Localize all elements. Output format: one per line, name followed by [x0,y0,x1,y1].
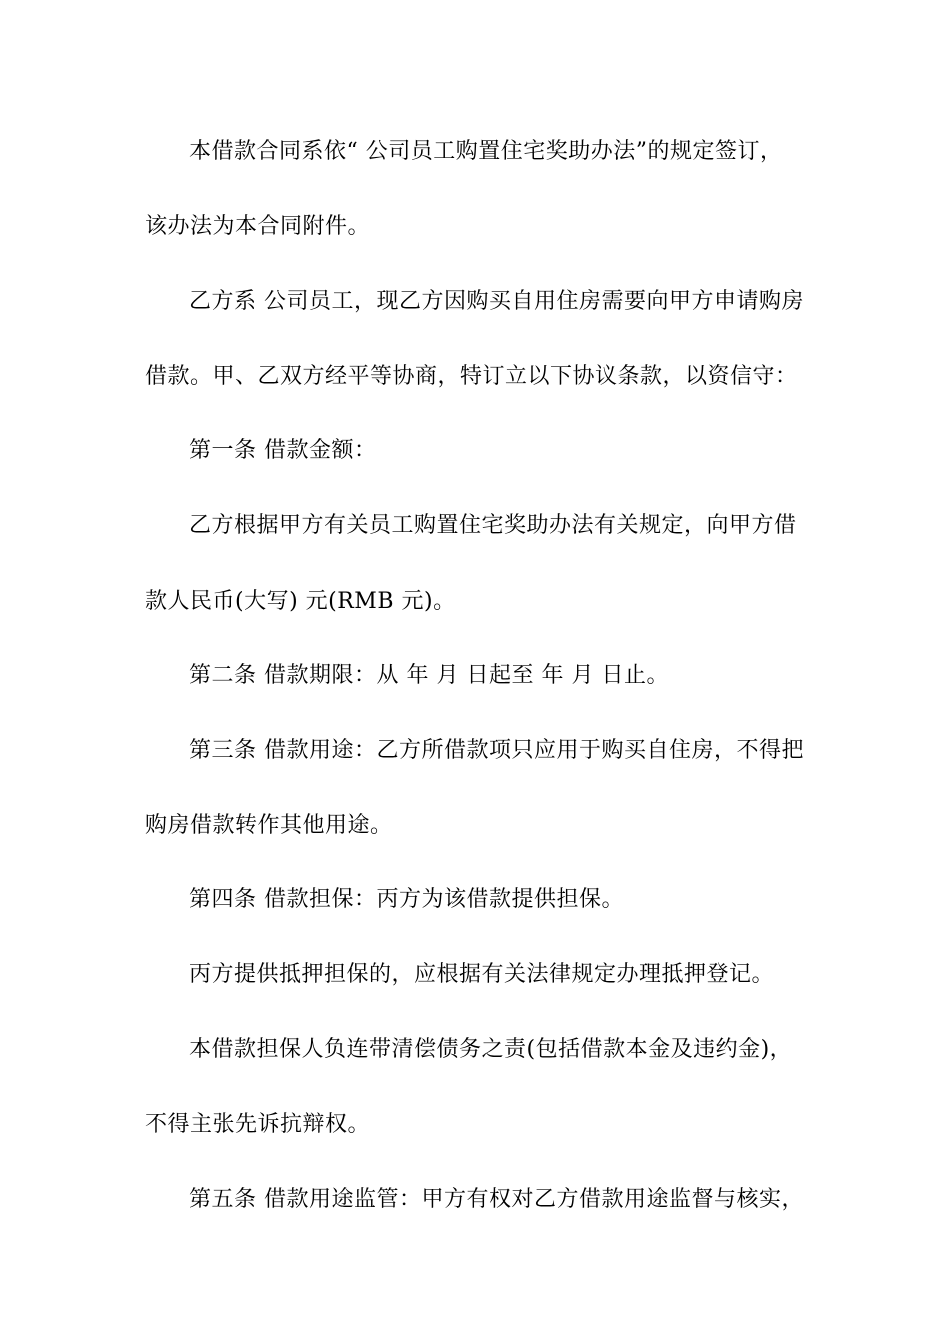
text-line: 乙方根据甲方有关员工购置住宅奖助办法有关规定，向甲方借 [189,513,797,538]
text-line: 借款。甲、乙双方经平等协商，特订立以下协议条款，以资信守： [145,364,798,389]
text-line: 乙方系 公司员工，现乙方因购买自用住房需要向甲方申请购房 [189,289,804,314]
article-heading: 第一条 借款金额： [189,438,377,463]
text-line: 款人民币(大写) 元(RMB 元)。 [145,589,456,614]
article-heading: 第五条 借款用途监管：甲方有权对乙方借款用途监督与核实， [189,1187,804,1212]
article-heading: 第四条 借款担保：丙方为该借款提供担保。 [189,887,624,912]
text-line: 本借款担保人负连带清偿债务之责(包括借款本金及违约金)， [189,1037,793,1062]
article-heading: 第三条 借款用途：乙方所借款项只应用于购买自住房，不得把 [189,738,804,763]
text-line: 购房借款转作其他用途。 [145,813,393,838]
text-line: 丙方提供抵押担保的，应根据有关法律规定办理抵押登记。 [189,962,775,987]
article-heading: 第二条 借款期限：从 年 月 日起至 年 月 日止。 [189,663,669,688]
text-line: 本借款合同系依“ 公司员工购置住宅奖助办法”的规定签订， [189,139,783,164]
text-line: 不得主张先诉抗辩权。 [145,1112,371,1137]
text-line: 该办法为本合同附件。 [145,214,371,239]
